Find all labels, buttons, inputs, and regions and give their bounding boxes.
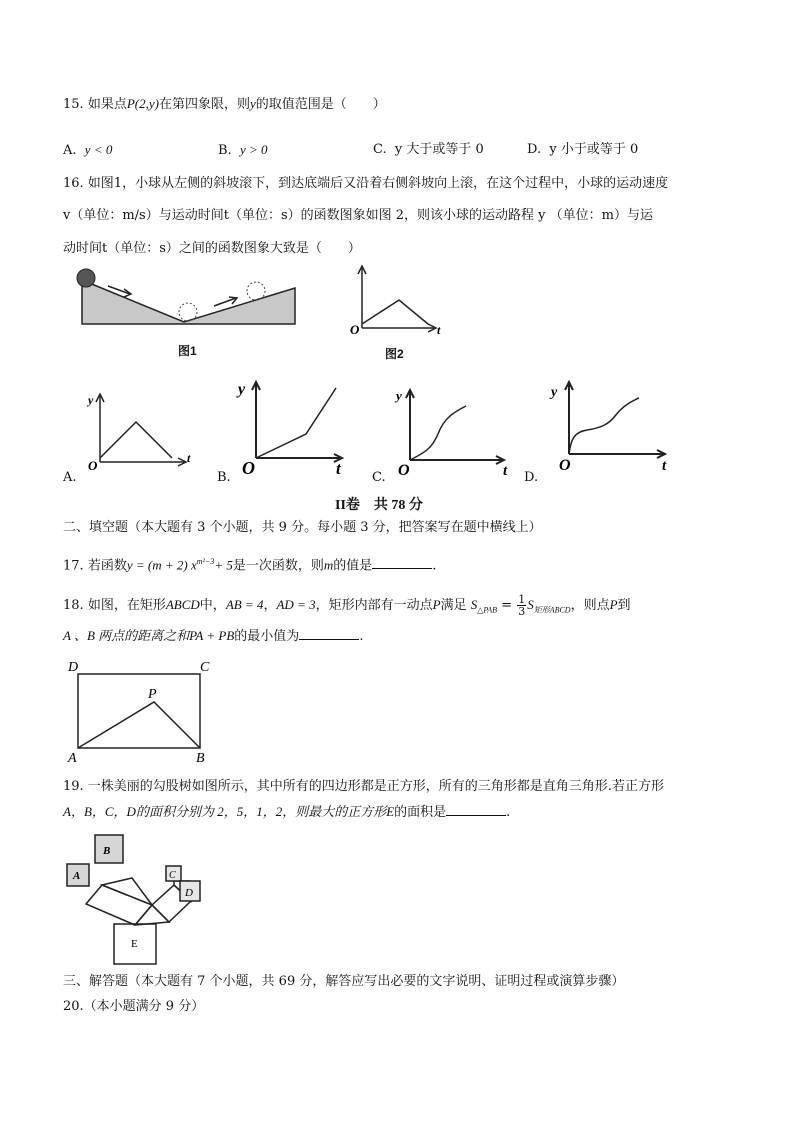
q17-answer-blank[interactable]: [372, 556, 432, 569]
q18-stem-line2: A 、B 两点的距离之和PA + PB的最小值为 .: [63, 628, 364, 644]
figure-2-label: 图2: [385, 347, 404, 361]
svg-text:O: O: [398, 462, 410, 476]
figure-2-vt-graph: [342, 262, 448, 342]
svg-text:D: D: [185, 887, 193, 899]
ball-icon: [77, 269, 95, 287]
q19-stem-line1: 19. 一株美丽的勾股树如图所示，其中所有的四边形都是正方形，所有的三角形都是直角三角形.若正方形: [63, 779, 664, 794]
q19-answer-blank[interactable]: [446, 803, 506, 816]
q17-stem: 17. 若函数y = (m + 2) $x^{m^2-3}+ 5$是一次函数，则m的值是 .: [63, 557, 437, 574]
svg-text:t: t: [503, 463, 508, 476]
svg-text:t: t: [662, 458, 667, 474]
q18-answer-blank[interactable]: [299, 627, 359, 640]
q19-stem-line2: A，B，C，D的面积分别为 2，5，1，2，则最大的正方形E的面积是 .: [63, 804, 511, 820]
svg-text:C: C: [169, 870, 176, 881]
q18-stem-line1: 18. 如图，在矩形ABCD中，AB = 4，AD = 3，矩形内部有一动点P满足 $S_{\triangle PAB}$ = $\frac{1}{3}$ $S_{矩形ABCD}$，则点P到: [63, 593, 631, 618]
q16-option-d-label[interactable]: D.: [524, 470, 539, 485]
svg-text:y: y: [88, 393, 94, 407]
q16-option-b-graph[interactable]: [236, 376, 356, 476]
section-2-title: II卷 共 78 分: [335, 498, 423, 513]
section-3-heading: 三、解答题（本大题有 7 个小题，共 69 分，解答应写出必要的文字说明、证明过程或演算步骤）: [63, 974, 625, 989]
q16-stem-line2: v（单位：m/s）与运动时间t（单位：s）的函数图象如图 2，则该小球的运动路程 y （单位：m）与运: [63, 208, 653, 223]
q15-option-a[interactable]: A. y < 0: [63, 142, 113, 158]
q16-option-c-label[interactable]: C.: [372, 470, 386, 485]
svg-text:y: y: [238, 381, 246, 398]
svg-text:B: B: [196, 751, 205, 766]
svg-text:O: O: [559, 457, 571, 474]
svg-text:t: t: [336, 459, 341, 476]
q16-option-c-graph[interactable]: [392, 382, 518, 476]
q16-option-a-graph[interactable]: [84, 382, 204, 474]
q15-option-d[interactable]: D. y 小于或等于 0: [527, 142, 639, 157]
svg-text:E: E: [131, 938, 138, 950]
q16-stem-line1: 16. 如图1，小球从左侧的斜坡滚下，到达底端后又沿着右侧斜坡向上滚，在这个过程中，小球的运动速度: [63, 176, 669, 191]
svg-text:t: t: [437, 323, 441, 337]
q16-option-a-label[interactable]: A.: [63, 470, 77, 485]
q15-stem: 15. 如果点P(2,y)在第四象限，则y的取值范围是（ ）: [63, 96, 386, 112]
svg-text:A: A: [73, 870, 81, 882]
q16-option-d-graph[interactable]: [545, 376, 675, 476]
svg-text:B: B: [103, 845, 111, 857]
q15-option-b[interactable]: B. y > 0: [218, 142, 268, 158]
svg-text:O: O: [242, 458, 255, 476]
q15-option-c[interactable]: C. y 大于或等于 0: [373, 142, 484, 157]
svg-text:O: O: [350, 322, 360, 337]
svg-text:C: C: [200, 660, 210, 675]
svg-text:O: O: [88, 458, 98, 473]
q19-pythagorean-tree-figure: [62, 834, 214, 966]
svg-text:t: t: [187, 451, 191, 465]
q16-option-b-label[interactable]: B.: [217, 470, 231, 485]
svg-text:D: D: [68, 660, 79, 675]
q16-stem-line3: 动时间t（单位：s）之间的函数图象大致是（ ）: [63, 241, 361, 256]
svg-text:P: P: [148, 687, 157, 702]
svg-text:y: y: [551, 385, 558, 400]
q18-rectangle-figure: [64, 656, 224, 766]
svg-text:A: A: [68, 751, 77, 766]
svg-text:y: y: [396, 388, 402, 403]
fraction-one-third: $\frac{1}{3}$: [518, 593, 526, 618]
section-2-heading: 二、填空题（本大题有 3 个小题，共 9 分。每小题 3 分，把答案写在题中横线上）: [63, 520, 542, 535]
figure-1-label: 图1: [178, 344, 197, 358]
q20-title: 20.（本小题满分 9 分）: [63, 999, 205, 1014]
